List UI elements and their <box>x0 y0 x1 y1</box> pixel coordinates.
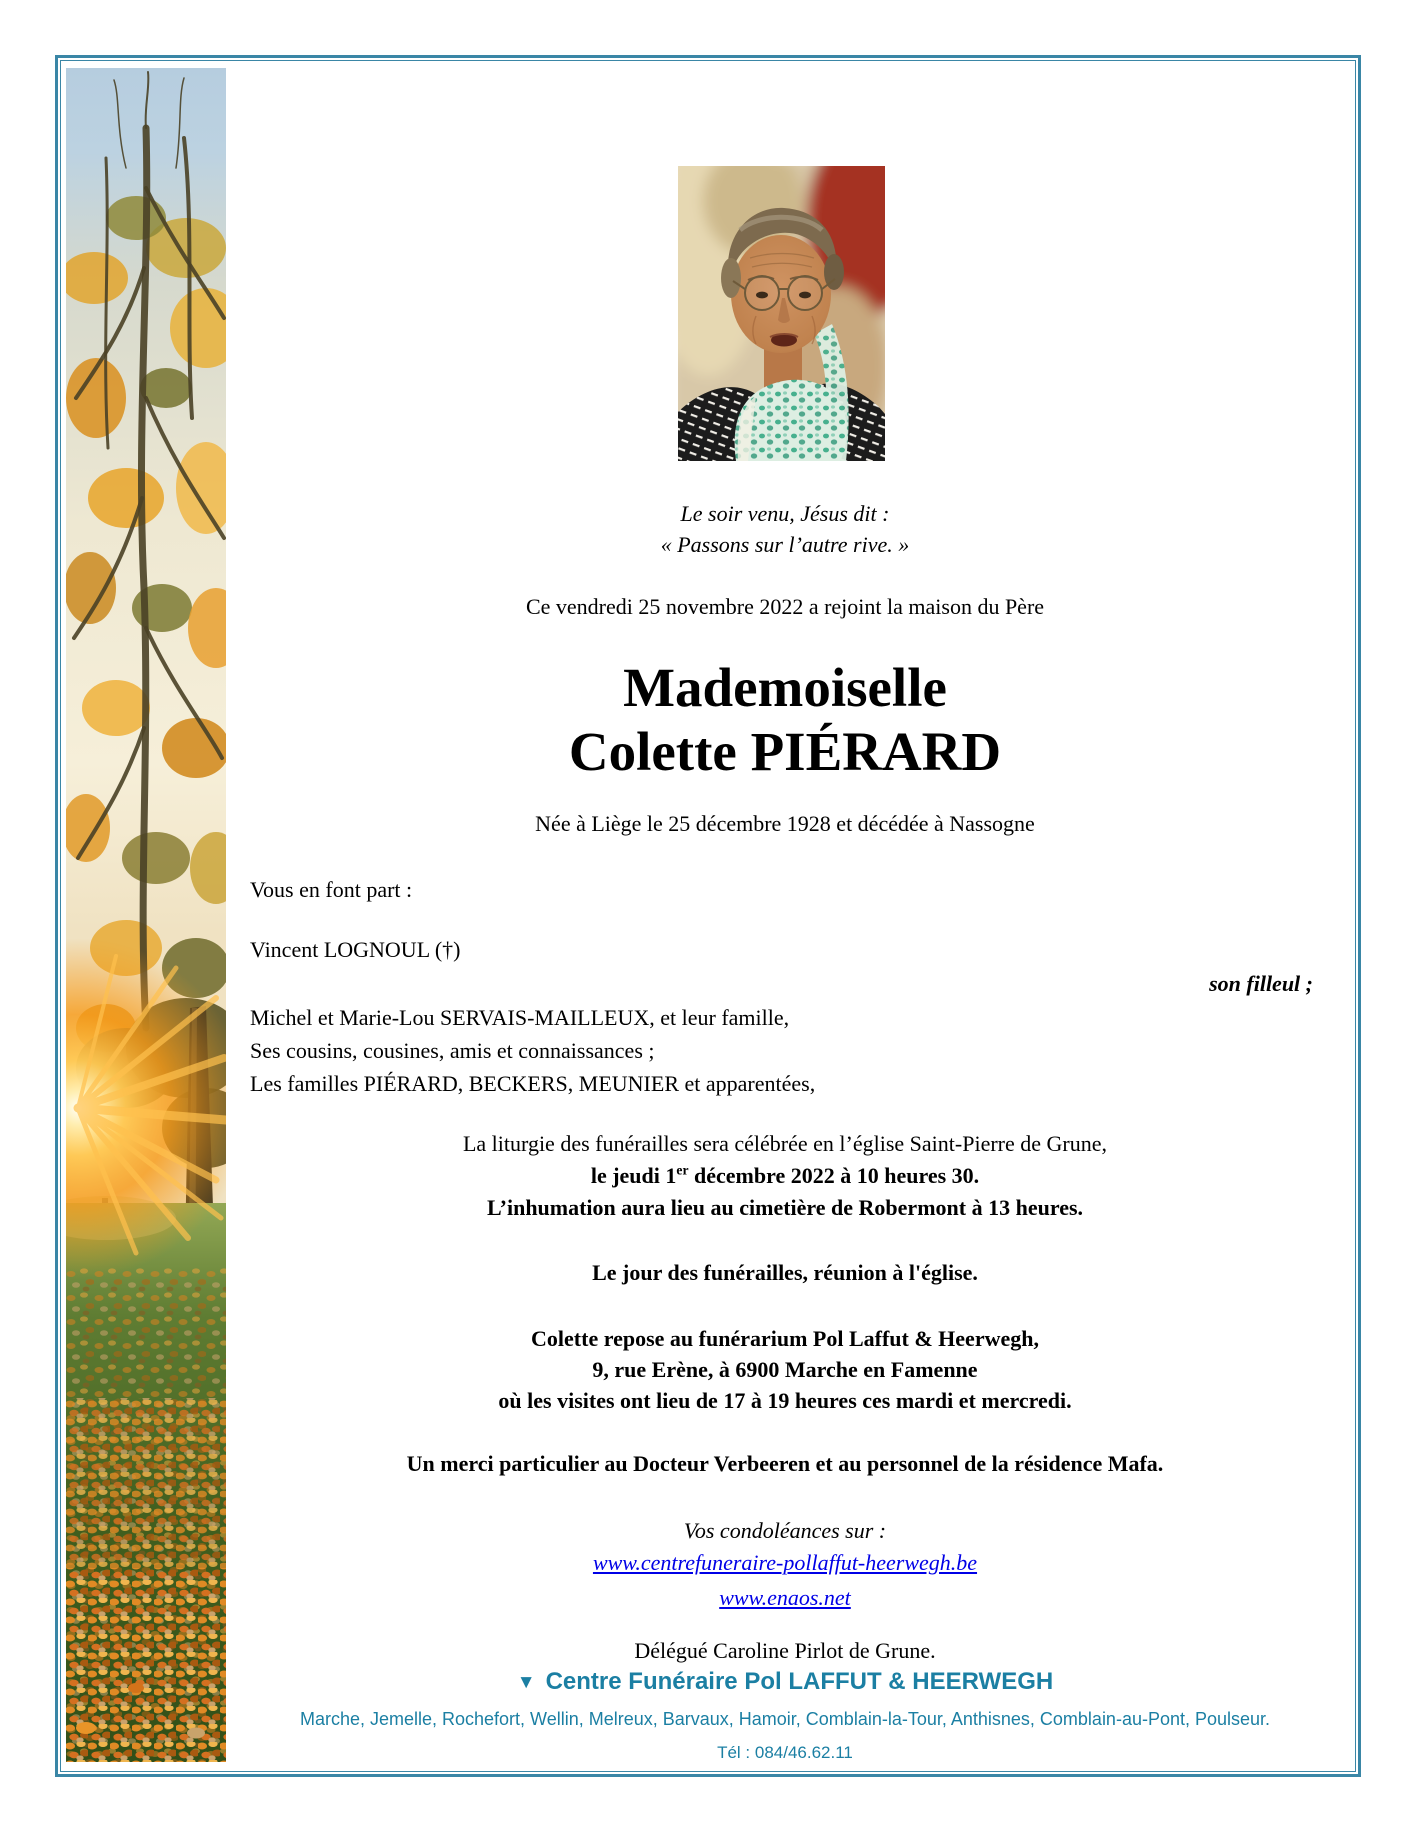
birth-death-line: Née à Liège le 25 décembre 1928 et décédée à Nassogne <box>535 811 1035 836</box>
autumn-photo-strip <box>66 68 226 1762</box>
enaos-website-link[interactable]: www.enaos.net <box>719 1585 851 1610</box>
deceased-portrait-icon <box>678 166 885 461</box>
quote-line-2: « Passons sur l’autre rive. » <box>660 532 910 557</box>
condolences-link-1-line <box>233 1549 1337 1577</box>
family-heading: Vous en font part : <box>250 877 413 902</box>
announcement-intro: Ce vendredi 25 novembre 2022 a rejoint la maison du Père <box>525 594 1045 619</box>
deceased-name: Colette PIÉRARD <box>568 721 1002 782</box>
funeral-home-cities-line: Marche, Jemelle, Rochefort, Wellin, Melreux, Barvaux, Hamoir, Comblain-la-Tour, Anthisnes, Comblain-au-Pont, Poulseur. <box>299 1709 1271 1729</box>
ceremony-date-part1: le jeudi 1 <box>590 1163 677 1188</box>
portrait-photo <box>678 166 885 461</box>
condolences-heading: Vos condoléances sur : <box>683 1518 887 1543</box>
ceremony-date-line <box>233 1162 1337 1190</box>
autumn-trees-photo-icon <box>66 68 226 1762</box>
deceased-title: Mademoiselle <box>623 657 947 718</box>
funerarium-line-3: où les visites ont lieu de 17 à 19 heures ces mardi et mercredi. <box>498 1388 1072 1413</box>
triangle-down-icon: ▼ <box>516 1672 536 1693</box>
delegate-line: Délégué Caroline Pirlot de Grune. <box>634 1638 936 1663</box>
funeral-home-website-link[interactable]: www.centrefuneraire-pollaffut-heerwegh.be <box>592 1550 978 1575</box>
condolences-link-2-line <box>233 1584 1337 1612</box>
family-godfather: Vincent LOGNOUL (†) <box>250 937 461 962</box>
ceremony-inhumation-line: L’inhumation aura lieu au cimetière de Robermont à 13 heures. <box>486 1195 1084 1220</box>
quote-line-1: Le soir venu, Jésus dit : <box>680 501 890 526</box>
funerarium-line-2: 9, rue Erène, à 6900 Marche en Famenne <box>592 1357 978 1382</box>
family-line-2: Michel et Marie-Lou SERVAIS-MAILLEUX, et leur famille, <box>250 1005 790 1030</box>
ceremony-meeting-line: Le jour des funérailles, réunion à l'église. <box>592 1260 978 1285</box>
thanks-line: Un merci particulier au Docteur Verbeeren et au personnel de la résidence Mafa. <box>406 1451 1164 1476</box>
funeral-home-brand-line <box>233 1667 1337 1697</box>
funerarium-line-1: Colette repose au funérarium Pol Laffut & Heerwegh, <box>531 1326 1039 1351</box>
ceremony-date-superscript: er <box>676 1162 689 1178</box>
family-line-3: Ses cousins, cousines, amis et connaissances ; <box>250 1038 655 1063</box>
family-line-4: Les familles PIÉRARD, BECKERS, MEUNIER et apparentées, <box>250 1071 816 1096</box>
funeral-home-brand-name: Centre Funéraire Pol LAFFUT & HEERWEGH <box>545 1668 1054 1695</box>
ceremony-date-part2: décembre 2022 à 10 heures 30. <box>688 1163 980 1188</box>
family-relation: son filleul ; <box>1209 971 1313 996</box>
ceremony-liturgy-line: La liturgie des funérailles sera célébrée en l’église Saint-Pierre de Grune, <box>462 1131 1108 1156</box>
funeral-home-phone: Tél : 084/46.62.11 <box>717 1743 853 1762</box>
